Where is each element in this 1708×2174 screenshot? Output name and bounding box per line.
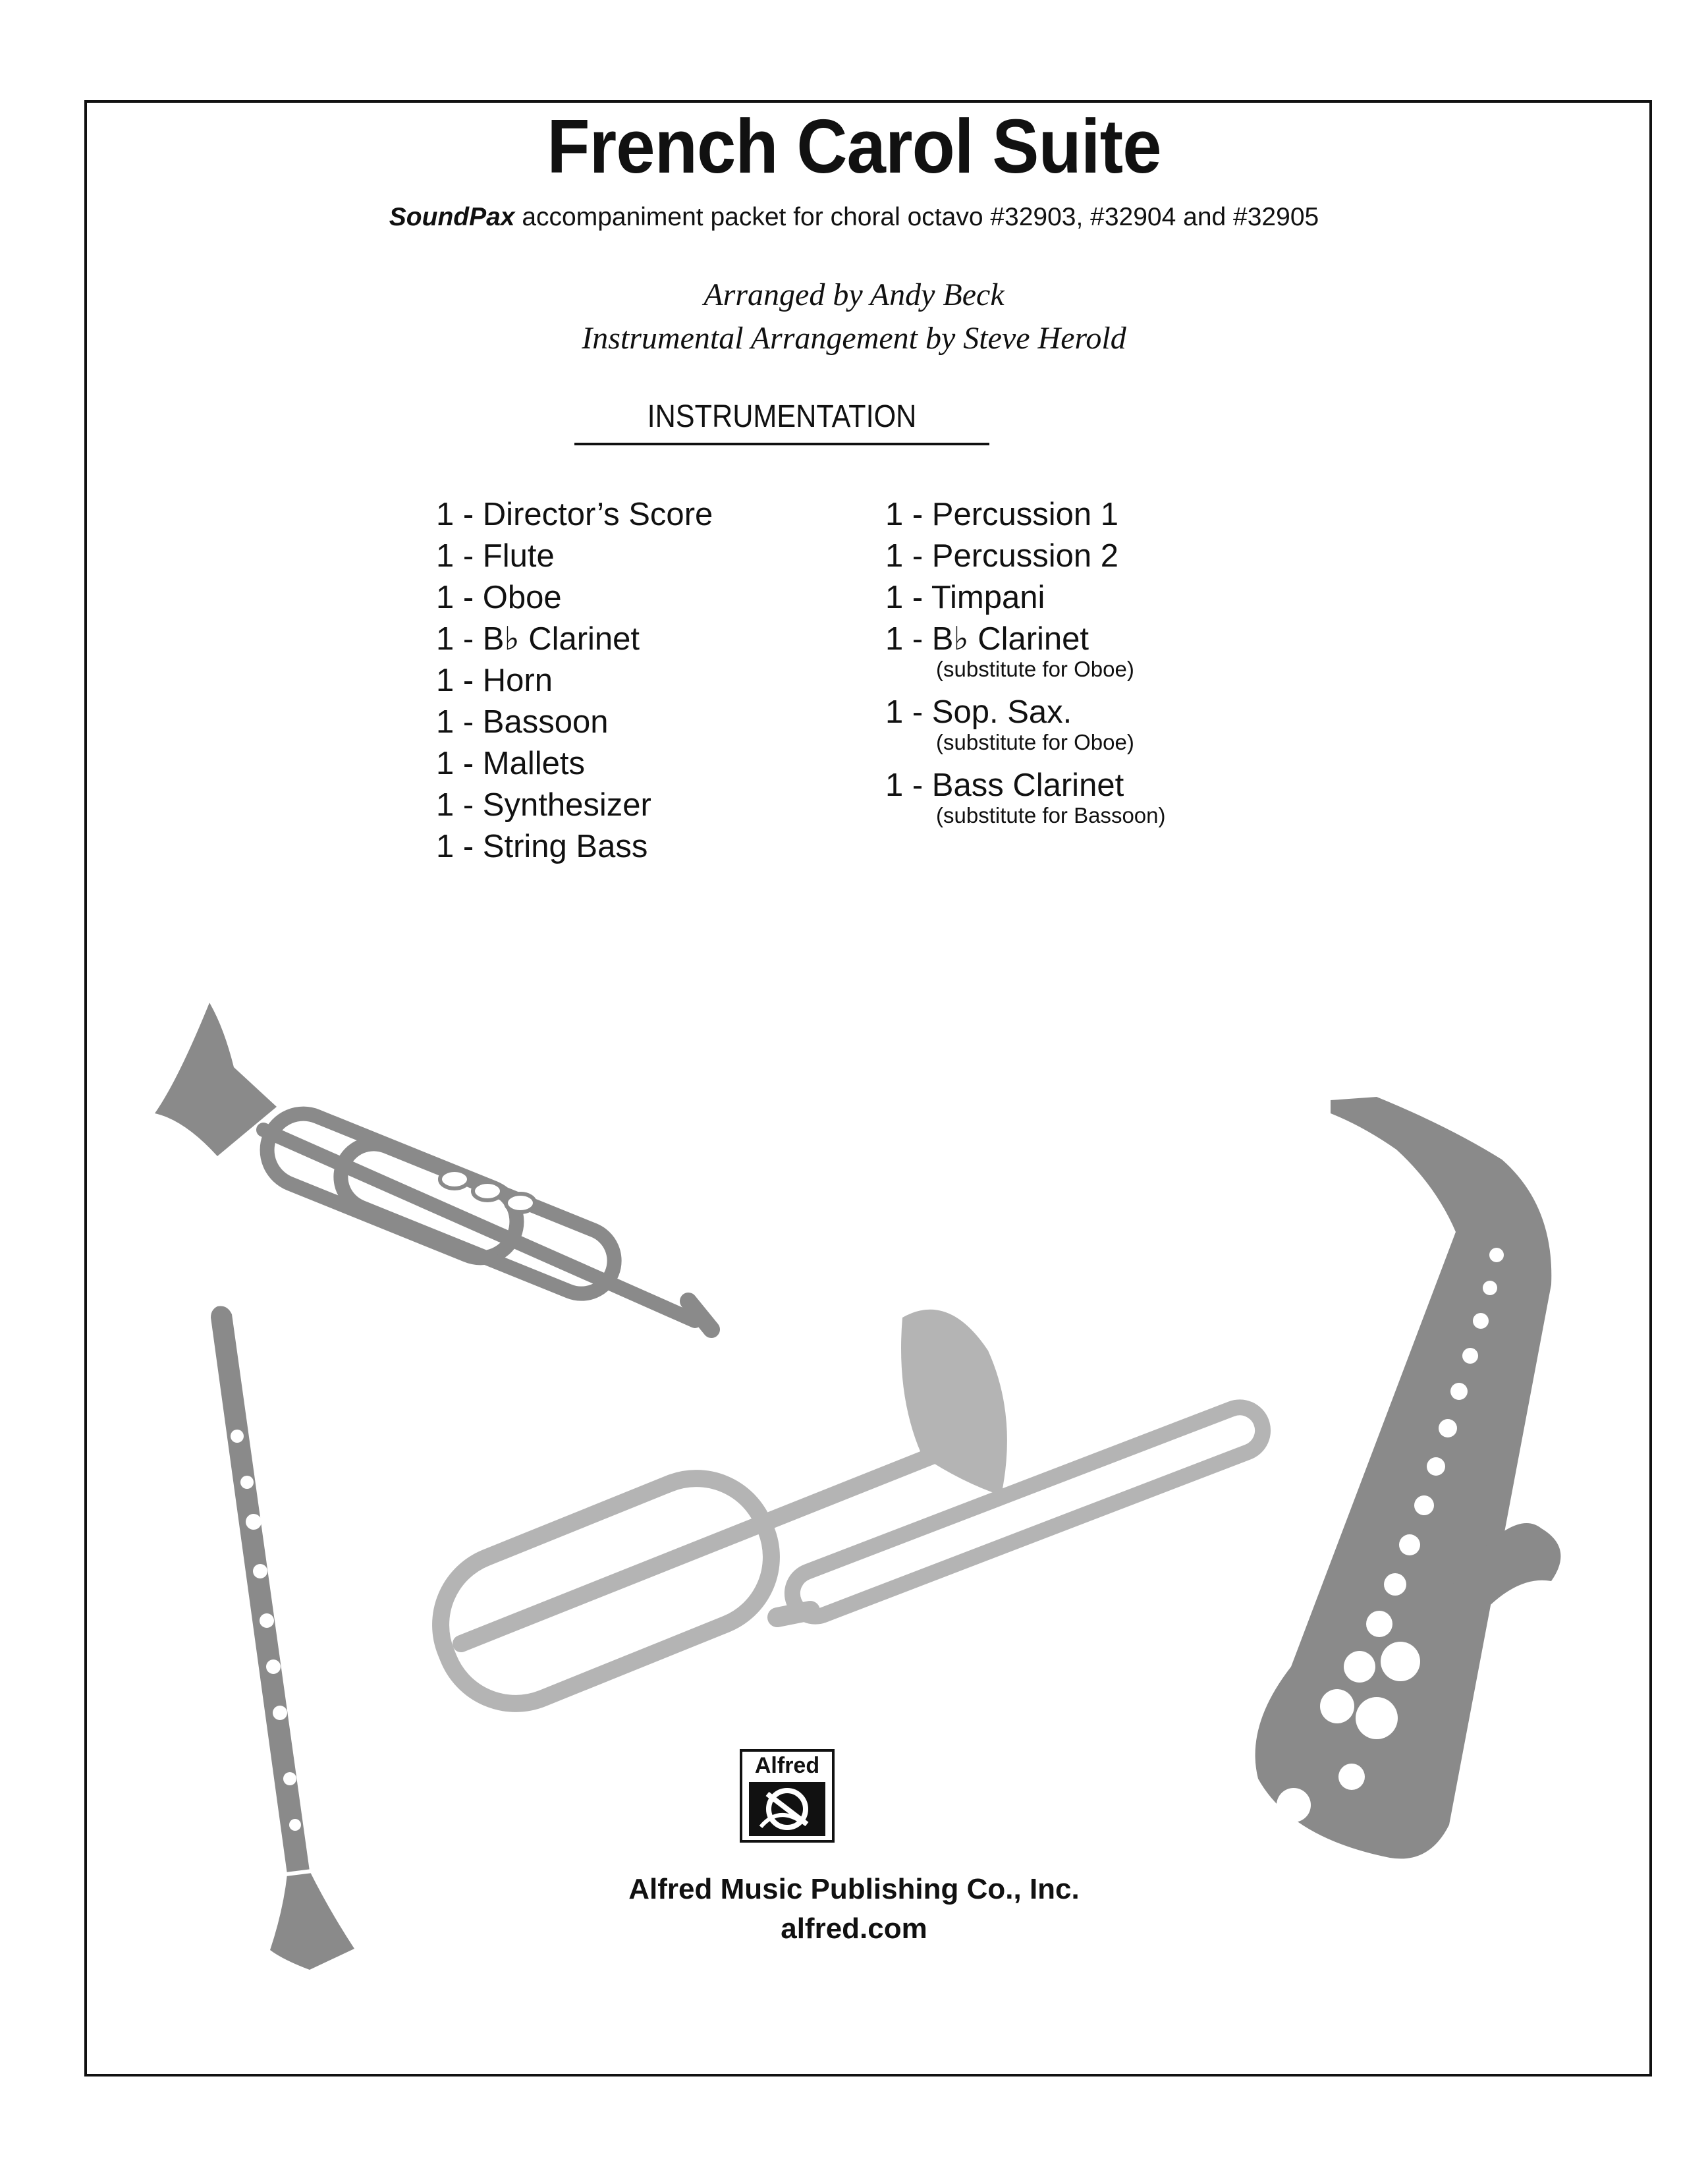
subtitle-text: accompaniment packet for choral octavo #32903, #32904 and #32905 [514, 203, 1319, 231]
part-item: 1 - Flute [436, 538, 555, 574]
arranger-credit: Arranged by Andy Beck [703, 277, 1005, 312]
saxophone-icon [1255, 1097, 1561, 1858]
trumpet-icon [155, 1003, 711, 1329]
instrumentation-heading: INSTRUMENTATION [574, 399, 989, 445]
trombone-icon [419, 1310, 1269, 1725]
page-title: French Carol Suite [547, 103, 1161, 189]
instrumental-arranger-credit: Instrumental Arrangement by Steve Herold [582, 321, 1126, 356]
part-item: 1 - Percussion 1 [885, 497, 1119, 532]
logo-wordmark: Alfred [754, 1753, 820, 1778]
publisher-name: Alfred Music Publishing Co., Inc. [628, 1873, 1080, 1905]
part-item: 1 - Percussion 2 [885, 538, 1119, 574]
part-item: 1 - Mallets [436, 746, 586, 781]
logo-emblem-icon [748, 1781, 827, 1837]
part-item: 1 - Bassoon [436, 704, 609, 740]
part-item: 1 - Director’s Score [436, 497, 713, 532]
part-item: 1 - Timpani [885, 580, 1045, 615]
subtitle-brand: SoundPax [389, 203, 515, 231]
part-note: (substitute for Bassoon) [936, 803, 1166, 827]
part-item: 1 - Bass Clarinet [885, 767, 1124, 803]
part-item: 1 - Sop. Sax. [885, 694, 1072, 730]
part-item: 1 - String Bass [436, 829, 648, 864]
part-item: 1 - B♭ Clarinet [436, 621, 640, 657]
part-item: 1 - Synthesizer [436, 787, 651, 823]
part-note: (substitute for Oboe) [936, 730, 1134, 754]
part-item: 1 - Oboe [436, 580, 562, 615]
alfred-logo [740, 1749, 835, 1843]
publisher-website: alfred.com [781, 1912, 927, 1945]
publisher-block [0, 1870, 1708, 1949]
part-note: (substitute for Oboe) [936, 657, 1134, 681]
part-item: 1 - Horn [436, 663, 553, 698]
part-item: 1 - B♭ Clarinet [885, 621, 1089, 657]
